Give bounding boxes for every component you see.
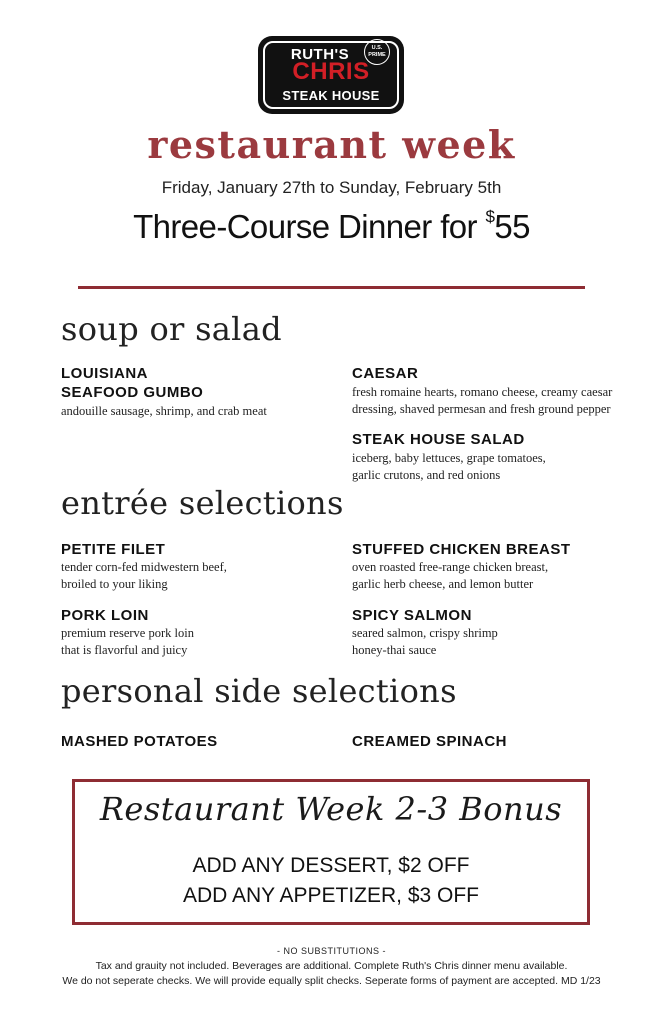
offer-price: 55	[494, 208, 530, 245]
usda-prime-seal-icon	[364, 39, 390, 65]
offer-text: Three-Course Dinner for	[133, 208, 486, 245]
menu-item-name-stuffed-chicken: STUFFED CHICKEN BREAST	[352, 541, 571, 558]
bonus-dessert-offer: ADD ANY DESSERT, $2 OFF	[192, 854, 470, 877]
menu-item-desc-petite-filet	[61, 559, 227, 593]
ruths-chris-logo	[258, 36, 404, 114]
logo-line-ruths: RUTH'S	[290, 46, 350, 63]
menu-item-name-caesar: CAESAR	[352, 365, 419, 382]
menu-item-desc-pork-loin	[61, 625, 194, 659]
footer-checks-note: We do not seperate checks. We will provide equally split checks. Seperate forms of payment are accepted. MD 1/23	[62, 975, 601, 987]
gumbo-name-line1: LOUISIANA	[61, 365, 148, 382]
chicken-desc-line1: oven roasted free-range chicken breast,	[352, 560, 549, 574]
pork-desc-line1: premium reserve pork loin	[61, 626, 194, 640]
bonus-box	[72, 779, 590, 925]
menu-item-name-creamed-spinach: CREAMED SPINACH	[352, 733, 508, 750]
pork-desc-line2: that is flavorful and juicy	[61, 643, 188, 657]
menu-item-desc-gumbo: andouille sausage, shrimp, and crab meat	[61, 404, 267, 418]
salad-desc-line1: iceberg, baby lettuces, grape tomatoes,	[352, 451, 546, 465]
offer-headline	[0, 208, 663, 246]
salmon-desc-line2: honey-thai sauce	[352, 643, 437, 657]
chicken-desc-line2: garlic herb cheese, and lemon butter	[352, 577, 534, 591]
caesar-desc-line2: dressing, shaved permesan and fresh ground pepper	[352, 402, 611, 416]
filet-desc-line1: tender corn-fed midwestern beef,	[61, 560, 227, 574]
menu-item-desc-stuffed-chicken	[352, 559, 548, 593]
menu-item-name-petite-filet: PETITE FILET	[61, 541, 166, 558]
menu-item-name-pork-loin: PORK LOIN	[61, 607, 149, 624]
section-heading-sides: personal side selections	[61, 672, 457, 710]
section-heading-soup-salad: soup or salad	[61, 310, 282, 348]
seal-bottom-text: PRIME	[368, 52, 386, 58]
gumbo-name-line2: SEAFOOD GUMBO	[61, 384, 204, 401]
caesar-desc-line1: fresh romaine hearts, romano cheese, creamy caesar	[352, 385, 613, 399]
offer-currency: $	[485, 207, 495, 226]
salad-desc-line2: garlic crutons, and red onions	[352, 468, 501, 482]
filet-desc-line2: broiled to your liking	[61, 577, 168, 591]
menu-item-name-gumbo	[61, 364, 203, 402]
menu-item-name-spicy-salmon: SPICY SALMON	[352, 607, 472, 624]
section-heading-entree: entrée selections	[61, 484, 344, 522]
menu-item-desc-steak-house-salad	[352, 450, 546, 484]
bonus-appetizer-offer: ADD ANY APPETIZER, $3 OFF	[182, 884, 480, 907]
menu-item-name-steak-house-salad: STEAK HOUSE SALAD	[352, 431, 525, 448]
bonus-title: Restaurant Week 2-3 Bonus	[99, 790, 563, 828]
footer-tax-note: Tax and grauity not included. Beverages are additional. Complete Ruth's Chris dinner menu available.	[95, 960, 568, 972]
logo-line-chris: CHRIS	[292, 58, 370, 85]
menu-item-desc-spicy-salmon	[352, 625, 498, 659]
page-title: restaurant week	[147, 122, 516, 167]
salmon-desc-line1: seared salmon, crispy shrimp	[352, 626, 498, 640]
header-divider	[78, 286, 585, 289]
footer-no-substitutions: - NO SUBSTITUTIONS -	[277, 946, 386, 956]
logo-line-steak-house: STEAK HOUSE	[282, 88, 380, 103]
event-dates: Friday, January 27th to Sunday, February 5th	[161, 178, 502, 197]
menu-item-name-mashed-potatoes: MASHED POTATOES	[61, 733, 218, 750]
seal-top-text: U.S.	[371, 45, 383, 51]
menu-item-desc-caesar	[352, 384, 612, 418]
